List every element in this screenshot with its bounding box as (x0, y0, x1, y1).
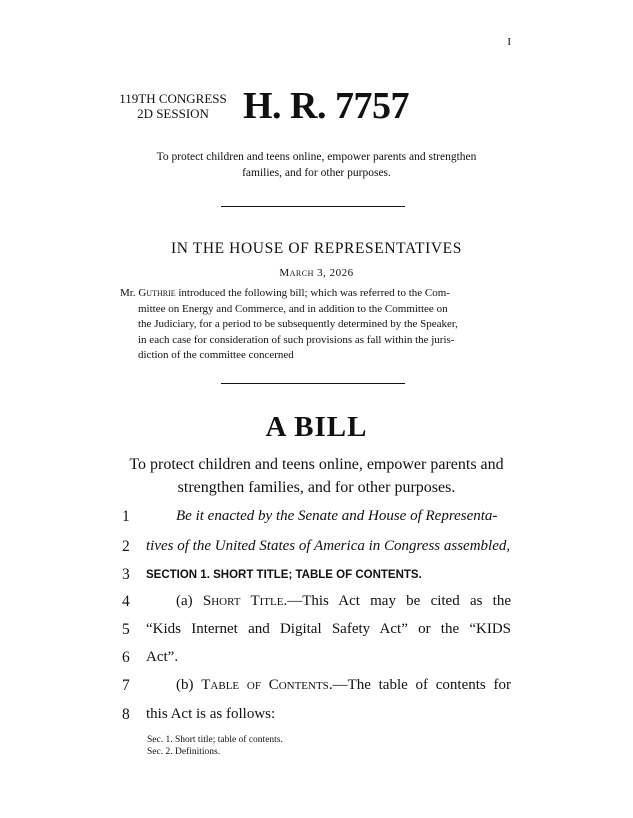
enacting-clause-line: tives of the United States of America in Congress assembled, (146, 538, 511, 554)
line-number: 7 (122, 677, 130, 694)
intro-line-rest: introduced the following bill; which was referred to the Com- (175, 287, 450, 299)
bill-text-line: this Act is as follows: (146, 706, 276, 722)
sponsor-name: Guthrie (138, 287, 176, 299)
line-number: 1 (122, 508, 130, 525)
page-number: I (507, 36, 511, 48)
introduction-text (120, 286, 511, 364)
congress-label: 119TH CONGRESS (119, 91, 227, 106)
bill-text: .—The table of contents for (328, 677, 511, 693)
bill-text-line (176, 677, 511, 694)
intro-line: the Judiciary, for a period to be subsequently determined by the Speaker, (138, 318, 458, 330)
chamber-heading: IN THE HOUSE OF REPRESENTATIVES (171, 240, 462, 257)
bill-number: H. R. 7757 (243, 85, 409, 127)
divider-rule (221, 383, 405, 384)
long-title-line: strengthen families, and for other purposes. (177, 479, 456, 496)
intro-line (120, 286, 511, 302)
bill-text: .—This Act may be cited as the (283, 593, 511, 609)
line-number: 4 (122, 593, 130, 610)
line-number: 8 (122, 706, 130, 723)
session-label: 2D SESSION (137, 106, 209, 121)
enacting-clause-line: Be it enacted by the Senate and House of Representa- (176, 508, 498, 524)
bill-text-line: “Kids Internet and Digital Safety Act” or the “KIDS (146, 621, 511, 637)
divider-rule (221, 206, 405, 207)
subsection-label: (a) (176, 593, 203, 609)
long-title (120, 453, 513, 499)
table-of-contents (147, 734, 283, 758)
line-number: 2 (122, 538, 130, 555)
line-number: 5 (122, 621, 130, 638)
subsection-label: (b) (176, 677, 202, 693)
short-purpose-line: To protect children and teens online, empower parents and strengthen (156, 151, 477, 163)
intro-prefix: Mr. (120, 287, 139, 299)
intro-line: diction of the committee concerned (138, 349, 294, 361)
short-purpose-line: families, and for other purposes. (242, 167, 391, 179)
toc-entry: Sec. 2. Definitions. (147, 747, 221, 757)
bill-text-line: Act”. (146, 649, 179, 665)
introduction-date: March 3, 2026 (279, 267, 354, 279)
subsection-title: Short Title (202, 593, 284, 609)
short-purpose (120, 149, 513, 181)
bill-text-line (176, 593, 511, 610)
subsection-title: Table of Contents (201, 677, 329, 693)
toc-entry: Sec. 1. Short title; table of contents. (147, 735, 283, 745)
line-number: 3 (122, 566, 130, 583)
section-heading: SECTION 1. SHORT TITLE; TABLE OF CONTENTS. (146, 569, 422, 581)
congress-session-block (118, 91, 228, 121)
a-bill-heading: A BILL (265, 411, 368, 443)
intro-line: mittee on Energy and Commerce, and in addition to the Committee on (138, 302, 448, 315)
line-number: 6 (122, 649, 130, 666)
intro-line: in each case for consideration of such provisions as fall within the juris- (138, 333, 455, 346)
long-title-line: To protect children and teens online, empower parents and (129, 456, 504, 473)
